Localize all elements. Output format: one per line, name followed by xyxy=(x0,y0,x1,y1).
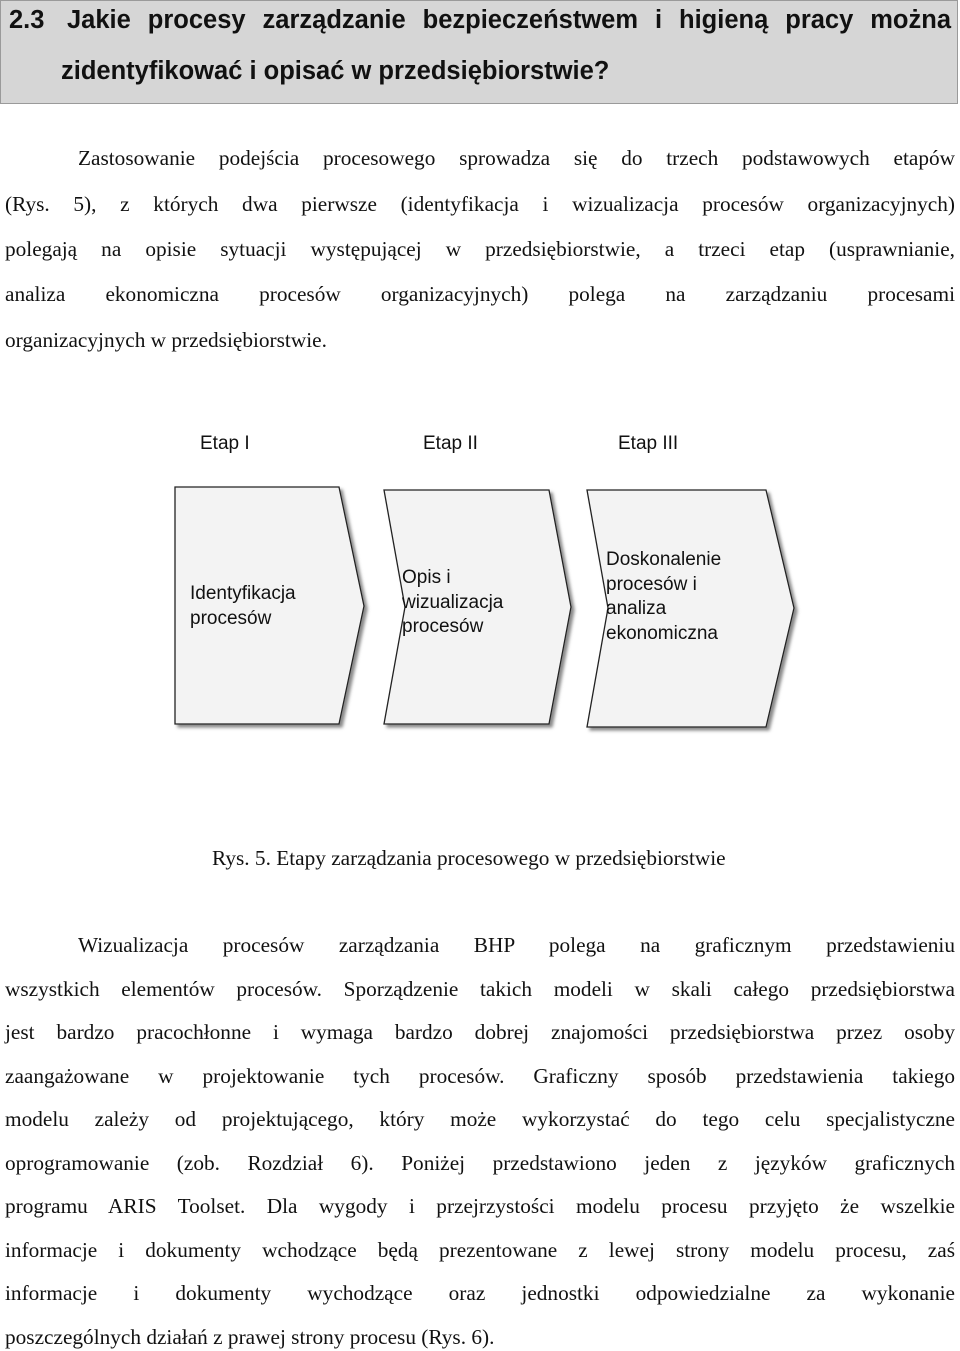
body-line: zaangażowane w projektowanie tych procesów. Graficzny sposób przedstawienia takiego xyxy=(5,1064,955,1088)
body-line: jest bardzo pracochłonne i wymaga bardzo dobrej znajomości przedsiębiorstwa przez osoby xyxy=(5,1020,955,1044)
stage-3-text-line: Doskonalenie xyxy=(606,549,722,570)
stage-1-text-line: Identyfikacja xyxy=(190,583,296,604)
stage-3-text-line: ekonomiczna xyxy=(606,622,718,644)
body-line: oprogramowanie (zob. Rozdział 6). Poniżej przedstawiono jeden z języków graficznych xyxy=(5,1151,955,1175)
heading-text-1: Jakie procesy zarządzanie bezpieczeństwem i higieną pracy można xyxy=(67,6,951,34)
figure-caption: Rys. 5. Etapy zarządzania procesowego w przedsiębiorstwie xyxy=(212,846,726,870)
stage-3-label: Etap III xyxy=(618,433,679,454)
intro-line: (Rys. 5), z których dwa pierwsze (identyfikacja i wizualizacja procesów organizacyjnych) xyxy=(5,192,955,216)
intro-line: Zastosowanie podejścia procesowego sprowadza się do trzech podstawowych etapów xyxy=(78,146,955,170)
body-line: programu ARIS Toolset. Dla wygody i przejrzystości modelu procesu przyjęto że wszelkie xyxy=(5,1194,955,1218)
body-line: Wizualizacja procesów zarządzania BHP polega na graficznym przedstawieniu xyxy=(78,933,955,957)
section-number: 2.3 xyxy=(9,6,45,34)
intro-line: organizacyjnych w przedsiębiorstwie. xyxy=(5,328,327,352)
intro-line: analiza ekonomiczna procesów organizacyjnych) polega na zarządzaniu procesami xyxy=(5,282,955,306)
stage-2-text-line: Opis i xyxy=(402,567,451,588)
body-line: informacje i dokumenty wchodzące będą prezentowane z lewej strony modelu procesu, zaś xyxy=(5,1238,955,1262)
stage-3-text xyxy=(606,548,721,646)
intro-line: polegają na opisie sytuacji występującej w przedsiębiorstwie, a trzeci etap (usprawnianie, xyxy=(5,237,955,261)
stage-3-text-line: procesów i xyxy=(606,573,697,595)
stage-2-text-line: wizualizacja xyxy=(402,591,504,613)
body-line: wszystkich elementów procesów. Sporządzenie takich modeli w skali całego przedsiębiorstwa xyxy=(5,977,955,1001)
body-line: poszczególnych działań z prawej strony procesu (Rys. 6). xyxy=(5,1325,495,1349)
stage-3-text-line: analiza xyxy=(606,598,667,619)
heading-line-2: zidentyfikować i opisać w przedsiębiorstwie? xyxy=(61,57,610,85)
stage-1-text xyxy=(190,582,296,631)
stage-2-text-line: procesów xyxy=(402,616,484,637)
stage-1-label: Etap I xyxy=(200,433,250,454)
stage-2-label: Etap II xyxy=(423,433,478,454)
body-line: informacje i dokumenty wychodzące oraz jednostki odpowiedzialne za wykonanie xyxy=(5,1281,955,1305)
body-line: modelu zależy od projektującego, który może wykorzystać do tego celu specjalistyczne xyxy=(5,1107,955,1131)
stage-1-text-line: procesów xyxy=(190,607,272,629)
stage-2-text xyxy=(402,566,503,640)
